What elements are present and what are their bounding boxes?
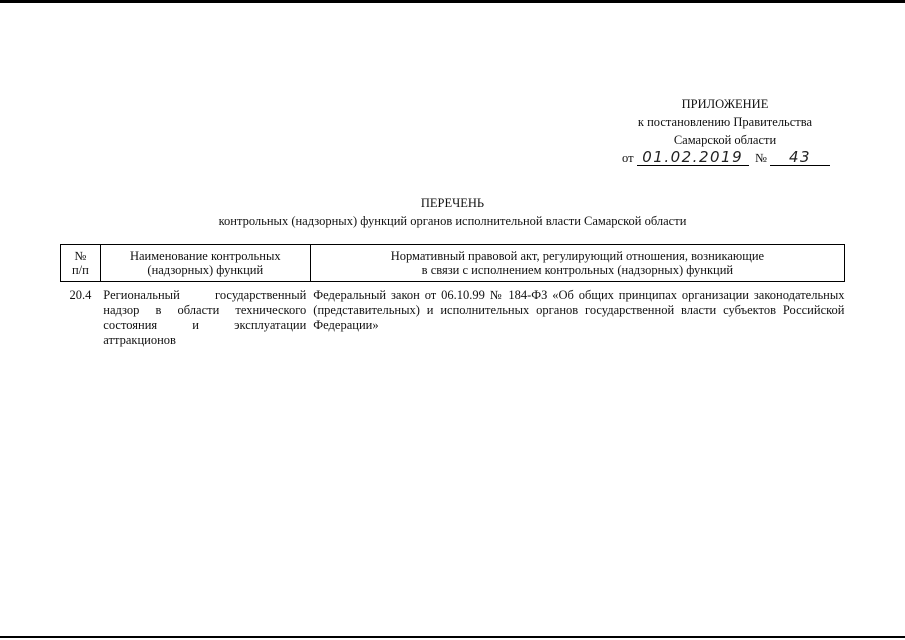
functions-table [60,244,845,348]
table-row [61,282,845,334]
handwritten-date: 01.02.2019 [637,150,749,166]
table-row-continuation [61,333,845,348]
row-legal-act: Федеральный закон от 06.10.99 № 184-ФЗ «Об общих принципах организации законодательных (представительных) и исполнительных органов государственной власти субъектов Российской Федерации» [313,288,845,332]
bottom-border-line [0,636,905,638]
row-function-name-tail: аттракционов [103,333,176,347]
appendix-heading: ПРИЛОЖЕНИЕ [681,97,769,111]
header-number [61,245,101,282]
header-legal-act [310,245,844,282]
header-act-line1: Нормативный правовой акт, регулирующий отношения, возникающие [390,249,765,263]
header-name-line2: (надзорных) функций [147,263,264,277]
header-number-line1: № [74,249,87,263]
number-prefix: № [754,151,767,165]
appendix-region: Самарской области [673,133,777,147]
header-name-line1: Наименование контрольных [129,249,281,263]
document-title [0,194,905,230]
title-subtitle: контрольных (надзорных) функций органов исполнительной власти Самарской области [218,214,687,228]
handwritten-number: 43 [770,150,830,166]
table-header-row [61,245,845,282]
row-number: 20.4 [69,288,92,302]
header-act-line2: в связи с исполнением контрольных (надзорных) функций [421,263,734,277]
appendix-block [560,95,830,167]
appendix-date-number [560,149,830,167]
date-prefix: от [622,151,634,165]
appendix-resolution: к постановлению Правительства [637,115,813,129]
header-number-line2: п/п [71,263,89,277]
row-function-name-text: Региональный государственный надзор в области технического состояния и эксплуатации [103,288,307,332]
title-heading: ПЕРЕЧЕНЬ [420,196,485,210]
header-function-name [100,245,310,282]
top-border-line [0,0,905,3]
row-function-name [100,282,310,334]
